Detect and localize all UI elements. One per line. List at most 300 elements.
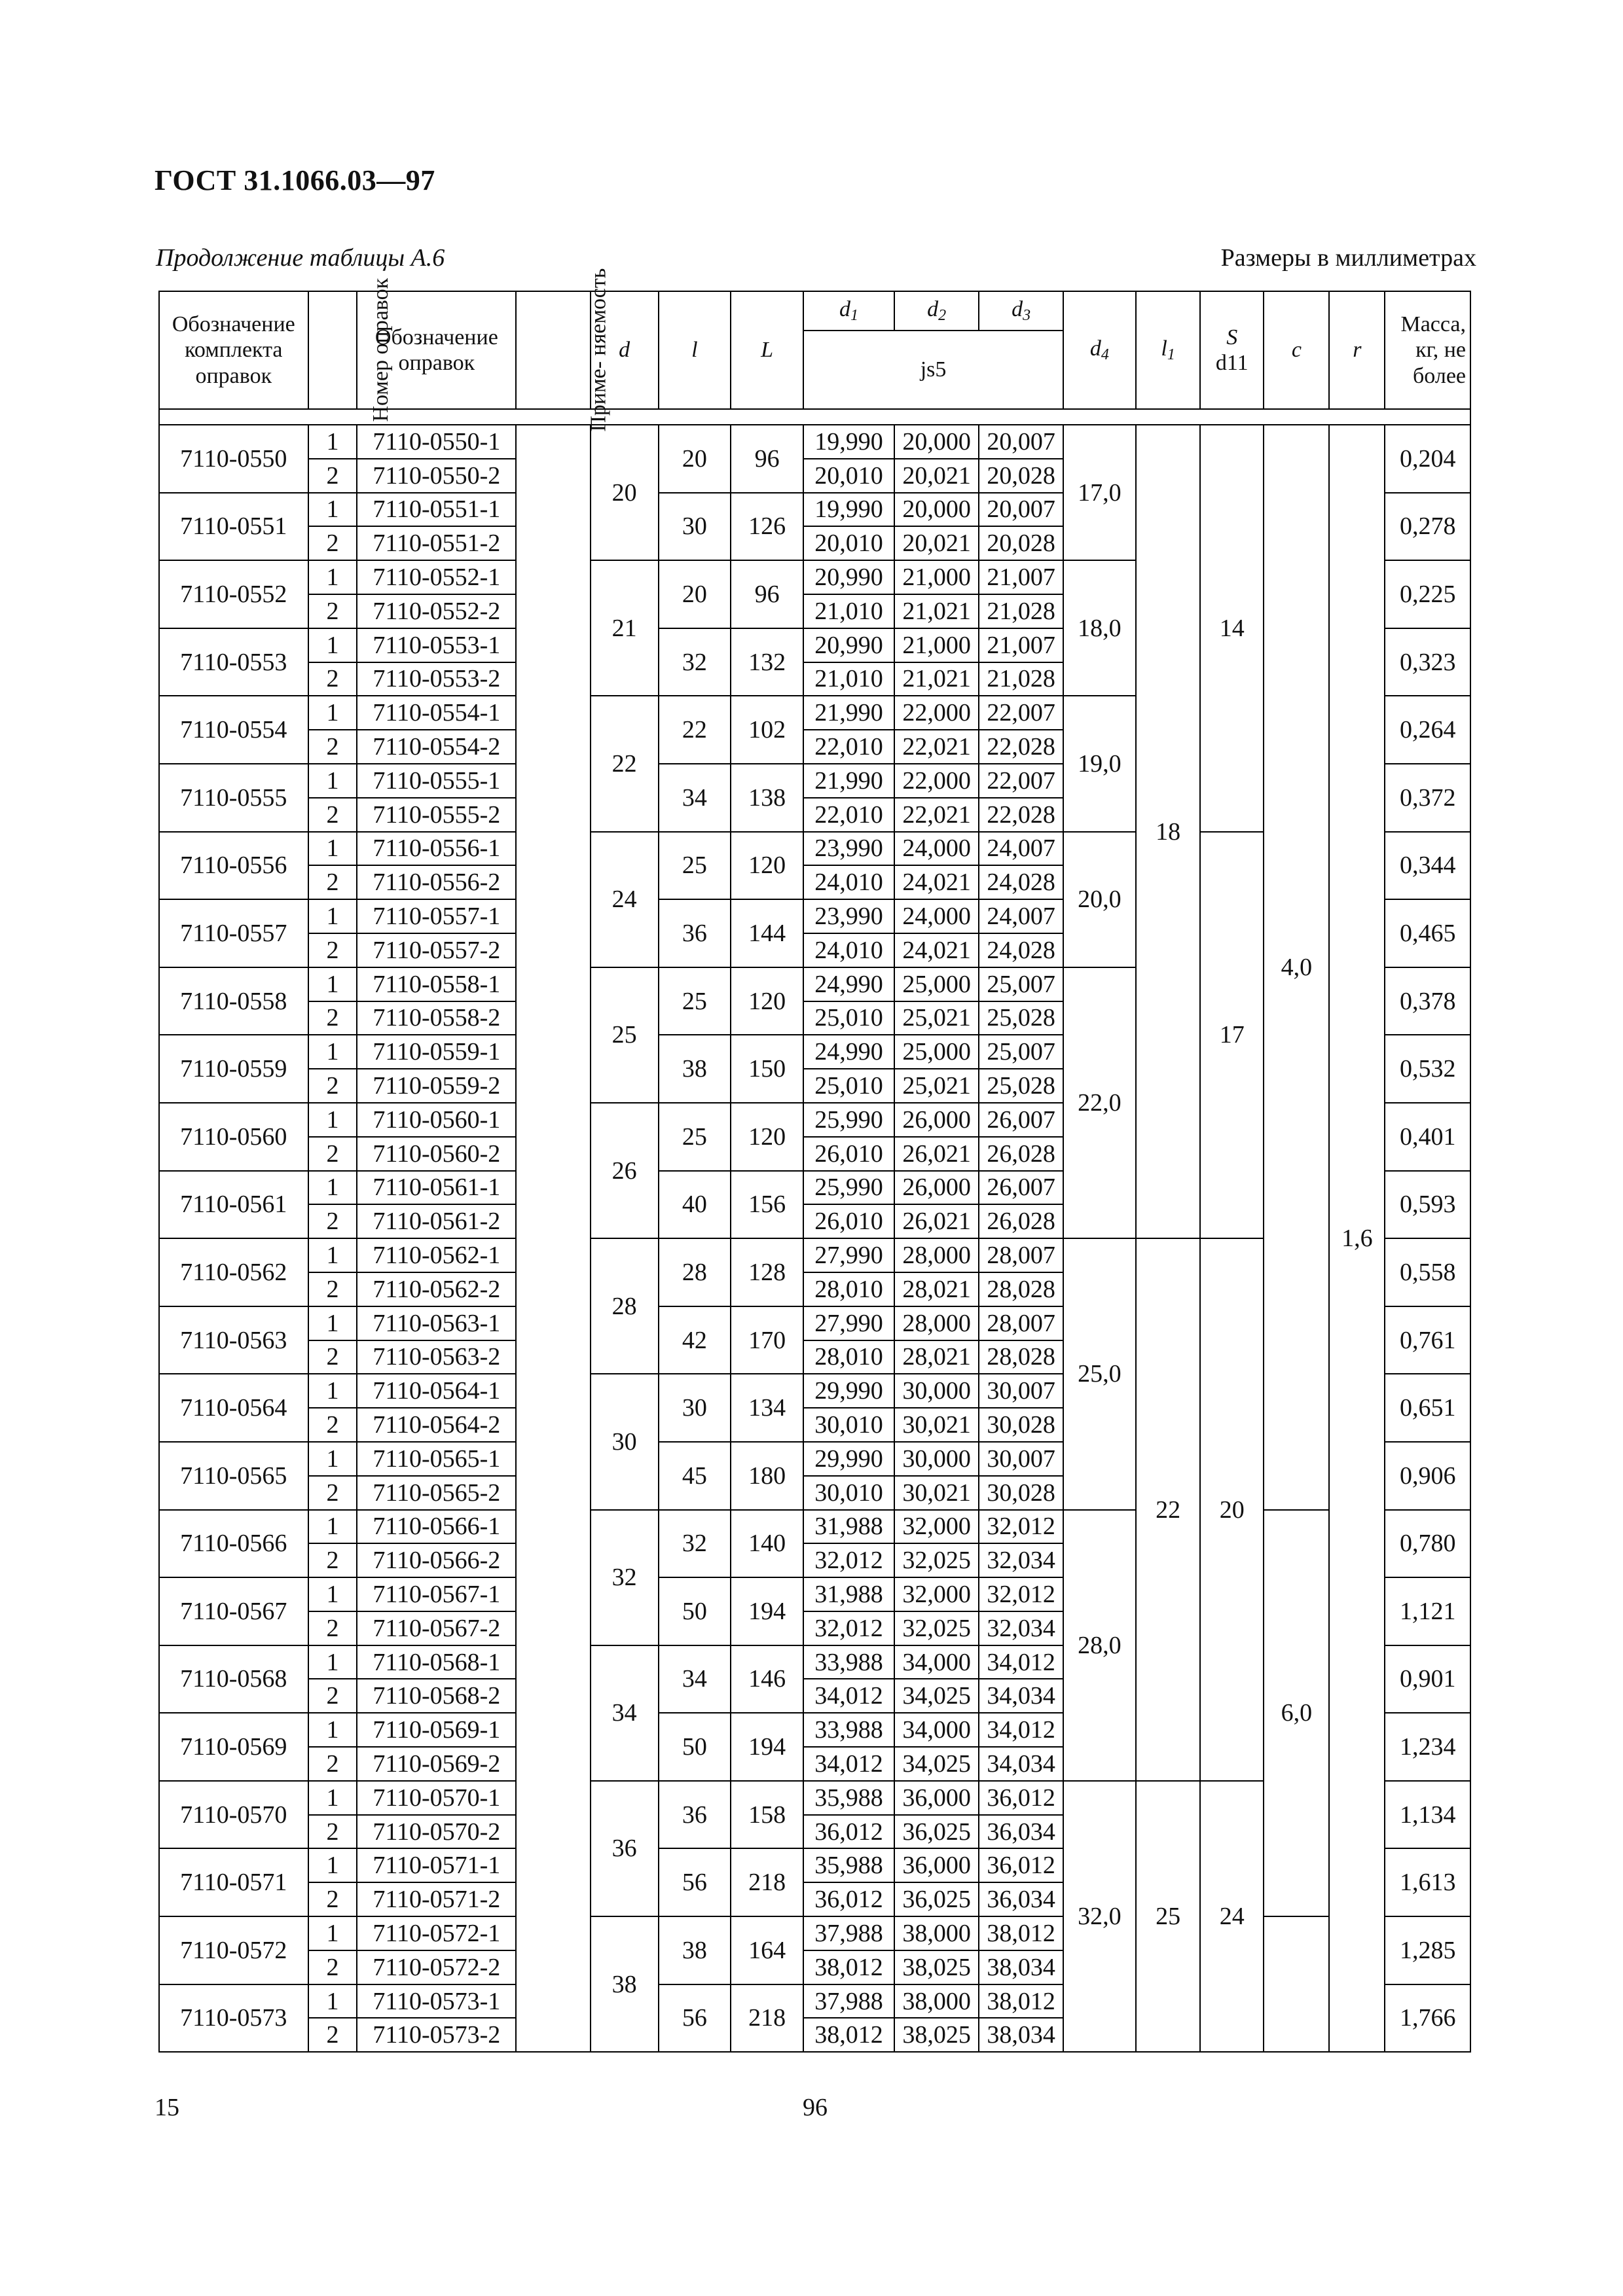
d1-value: 38,012: [803, 1950, 894, 1984]
mandrel-designation: 7110-0561-2: [357, 1204, 516, 1238]
kit-designation: 7110-0561: [159, 1171, 308, 1239]
header-d2: $d_2$: [894, 291, 979, 331]
c-value: 4,0: [1264, 425, 1329, 1510]
kit-designation: 7110-0551: [159, 493, 308, 561]
mandrel-designation: 7110-0568-1: [357, 1645, 516, 1679]
mandrel-designation: 7110-0557-1: [357, 899, 516, 933]
kit-designation: 7110-0569: [159, 1713, 308, 1781]
d2-value: 20,000: [894, 493, 979, 527]
mandrel-designation: 7110-0567-2: [357, 1611, 516, 1645]
table-row: [159, 1916, 1470, 1950]
mass-value: 0,378: [1385, 967, 1470, 1035]
d-value: 25: [591, 967, 659, 1103]
mandrel-number: 1: [308, 1984, 357, 2018]
d1-value: 37,988: [803, 1916, 894, 1950]
l-value: 40: [659, 1171, 731, 1239]
mandrel-number: 1: [308, 560, 357, 594]
d2-value: 34,025: [894, 1747, 979, 1781]
d3-value: 38,012: [979, 1984, 1063, 2018]
footer-page-number: 96: [803, 2094, 828, 2121]
mandrel-number: 1: [308, 1510, 357, 1544]
d3-value: 25,028: [979, 1069, 1063, 1103]
d-value: 21: [591, 560, 659, 696]
d2-value: 25,000: [894, 1035, 979, 1069]
d3-value: 38,034: [979, 1950, 1063, 1984]
S-value: 14: [1200, 425, 1264, 832]
d1-value: 20,990: [803, 628, 894, 662]
d3-value: 21,007: [979, 560, 1063, 594]
mandrel-number: 2: [308, 1747, 357, 1781]
d1-value: 25,990: [803, 1171, 894, 1205]
d3-value: 28,007: [979, 1306, 1063, 1340]
mandrel-designation: 7110-0551-2: [357, 526, 516, 560]
mandrel-number: 1: [308, 899, 357, 933]
mandrel-designation: 7110-0551-1: [357, 493, 516, 527]
mandrel-designation: 7110-0566-2: [357, 1543, 516, 1577]
d3-value: 20,007: [979, 493, 1063, 527]
mandrel-number: 2: [308, 1611, 357, 1645]
d-value: 38: [591, 1916, 659, 2052]
d3-value: 36,034: [979, 1815, 1063, 1849]
d1-value: 36,012: [803, 1882, 894, 1916]
mandrel-designation: 7110-0568-2: [357, 1679, 516, 1713]
header-d1: $d_1$: [803, 291, 894, 331]
L-value: 120: [731, 967, 803, 1035]
mandrel-designation: 7110-0557-2: [357, 933, 516, 967]
d2-value: 34,000: [894, 1713, 979, 1747]
mandrel-number: 1: [308, 1781, 357, 1815]
header-applicability: Приме- няемость: [516, 291, 590, 409]
kit-designation: 7110-0560: [159, 1103, 308, 1171]
S-value: 17: [1200, 832, 1264, 1239]
mass-value: 0,344: [1385, 832, 1470, 900]
mandrel-designation: 7110-0556-2: [357, 865, 516, 899]
mandrel-designation: 7110-0563-1: [357, 1306, 516, 1340]
mandrel-number: 1: [308, 1306, 357, 1340]
L-value: 134: [731, 1374, 803, 1442]
d3-value: 34,012: [979, 1713, 1063, 1747]
d1-value: 24,990: [803, 967, 894, 1001]
table-row: [159, 425, 1470, 459]
mandrel-designation: 7110-0550-2: [357, 459, 516, 493]
d3-value: 26,007: [979, 1103, 1063, 1137]
d3-value: 34,034: [979, 1747, 1063, 1781]
d3-value: 32,012: [979, 1510, 1063, 1544]
d2-value: 38,025: [894, 2018, 979, 2052]
d2-value: 21,000: [894, 628, 979, 662]
header-mass: Масса, кг, не более: [1385, 291, 1470, 409]
d1-value: 28,010: [803, 1272, 894, 1306]
d1-value: 21,010: [803, 594, 894, 628]
d4-value: 32,0: [1063, 1781, 1136, 2052]
d3-value: 34,034: [979, 1679, 1063, 1713]
d3-value: 30,007: [979, 1374, 1063, 1408]
S-value: 24: [1200, 1781, 1264, 2052]
mandrel-designation: 7110-0569-2: [357, 1747, 516, 1781]
mandrel-designation: 7110-0553-1: [357, 628, 516, 662]
l-value: 36: [659, 1781, 731, 1849]
mass-value: 1,613: [1385, 1848, 1470, 1916]
d3-value: 30,007: [979, 1442, 1063, 1476]
d2-value: 20,000: [894, 425, 979, 459]
d2-value: 26,021: [894, 1137, 979, 1171]
header-d3: $d_3$: [979, 291, 1063, 331]
l-value: 30: [659, 493, 731, 561]
d3-value: 36,034: [979, 1882, 1063, 1916]
d3-value: 32,034: [979, 1611, 1063, 1645]
mandrel-designation: 7110-0570-1: [357, 1781, 516, 1815]
L-value: 218: [731, 1848, 803, 1916]
L-value: 126: [731, 493, 803, 561]
d1-value: 37,988: [803, 1984, 894, 2018]
d2-value: 38,025: [894, 1950, 979, 1984]
table-row: [159, 1510, 1470, 1544]
mandrel-number: 1: [308, 967, 357, 1001]
mandrel-number: 1: [308, 832, 357, 866]
d-value: 22: [591, 696, 659, 831]
kit-designation: 7110-0559: [159, 1035, 308, 1103]
l-value: 22: [659, 696, 731, 764]
mandrel-number: 2: [308, 1408, 357, 1442]
d1-value: 20,010: [803, 459, 894, 493]
l1-value: 18: [1136, 425, 1200, 1238]
d2-value: 36,000: [894, 1848, 979, 1882]
mandrel-number: 2: [308, 1815, 357, 1849]
d2-value: 38,000: [894, 1916, 979, 1950]
L-value: 170: [731, 1306, 803, 1374]
d-value: 32: [591, 1510, 659, 1645]
l-value: 45: [659, 1442, 731, 1510]
mass-value: 1,234: [1385, 1713, 1470, 1781]
d2-value: 24,021: [894, 865, 979, 899]
d3-value: 21,028: [979, 594, 1063, 628]
d1-value: 19,990: [803, 493, 894, 527]
d3-value: 24,007: [979, 832, 1063, 866]
d2-value: 26,000: [894, 1171, 979, 1205]
d2-value: 28,000: [894, 1238, 979, 1272]
L-value: 194: [731, 1577, 803, 1645]
mandrel-number: 2: [308, 933, 357, 967]
mass-value: 0,906: [1385, 1442, 1470, 1510]
mandrel-designation: 7110-0572-2: [357, 1950, 516, 1984]
d3-value: 30,028: [979, 1408, 1063, 1442]
d2-value: 32,000: [894, 1510, 979, 1544]
footer-page-left: 15: [155, 2094, 179, 2121]
L-value: 140: [731, 1510, 803, 1578]
mandrel-designation: 7110-0550-1: [357, 425, 516, 459]
r-value: 1,6: [1329, 425, 1385, 2052]
d3-value: 22,028: [979, 730, 1063, 764]
d1-value: 30,010: [803, 1408, 894, 1442]
S-value: 20: [1200, 1238, 1264, 1781]
header-d4: $d_4$: [1063, 291, 1136, 409]
mandrel-designation: 7110-0563-2: [357, 1340, 516, 1374]
mandrel-number: 2: [308, 798, 357, 832]
mandrel-number: 2: [308, 1069, 357, 1103]
d2-value: 38,000: [894, 1984, 979, 2018]
kit-designation: 7110-0562: [159, 1238, 308, 1306]
mass-value: 0,278: [1385, 493, 1470, 561]
mass-value: 0,761: [1385, 1306, 1470, 1374]
mandrel-designation: 7110-0571-2: [357, 1882, 516, 1916]
mandrel-number: 2: [308, 1001, 357, 1035]
mandrel-number: 2: [308, 1543, 357, 1577]
d-value: 20: [591, 425, 659, 560]
mandrel-number: 1: [308, 1171, 357, 1205]
d1-value: 25,010: [803, 1069, 894, 1103]
mandrel-number: 1: [308, 1374, 357, 1408]
d1-value: 34,012: [803, 1747, 894, 1781]
mass-value: 0,372: [1385, 764, 1470, 832]
d3-value: 24,028: [979, 933, 1063, 967]
d1-value: 32,012: [803, 1611, 894, 1645]
mandrel-number: 1: [308, 1035, 357, 1069]
kit-designation: 7110-0570: [159, 1781, 308, 1849]
l-value: 25: [659, 1103, 731, 1171]
d4-value: 17,0: [1063, 425, 1136, 560]
l-value: 36: [659, 899, 731, 967]
d1-value: 29,990: [803, 1374, 894, 1408]
mandrel-designation: 7110-0565-2: [357, 1476, 516, 1510]
c-value: [1264, 1916, 1329, 2052]
L-value: 164: [731, 1916, 803, 1984]
mandrel-designation: 7110-0562-2: [357, 1272, 516, 1306]
kit-designation: 7110-0552: [159, 560, 308, 628]
header-S: S d11: [1200, 291, 1264, 409]
L-value: 132: [731, 628, 803, 696]
mandrel-designation: 7110-0552-2: [357, 594, 516, 628]
d1-value: 36,012: [803, 1815, 894, 1849]
d1-value: 31,988: [803, 1510, 894, 1544]
d1-value: 27,990: [803, 1306, 894, 1340]
d3-value: 38,034: [979, 2018, 1063, 2052]
d-value: 34: [591, 1645, 659, 1781]
mass-value: 1,766: [1385, 1984, 1470, 2053]
mass-value: 0,465: [1385, 899, 1470, 967]
d3-value: 21,007: [979, 628, 1063, 662]
d1-value: 22,010: [803, 798, 894, 832]
mass-value: 0,225: [1385, 560, 1470, 628]
d1-value: 28,010: [803, 1340, 894, 1374]
d1-value: 24,010: [803, 865, 894, 899]
l1-value: 22: [1136, 1238, 1200, 1781]
d2-value: 21,021: [894, 662, 979, 696]
header-kit: Обозначение комплекта оправок: [159, 291, 308, 409]
d1-value: 20,010: [803, 526, 894, 560]
d2-value: 36,000: [894, 1781, 979, 1815]
mass-value: 1,285: [1385, 1916, 1470, 1984]
mandrel-number: 2: [308, 1476, 357, 1510]
l-value: 50: [659, 1713, 731, 1781]
kit-designation: 7110-0554: [159, 696, 308, 764]
mass-value: 0,651: [1385, 1374, 1470, 1442]
l-value: 28: [659, 1238, 731, 1306]
mandrel-number: 1: [308, 1645, 357, 1679]
mandrel-number: 2: [308, 865, 357, 899]
d3-value: 32,034: [979, 1543, 1063, 1577]
kit-designation: 7110-0568: [159, 1645, 308, 1713]
d3-value: 28,028: [979, 1340, 1063, 1374]
L-value: 158: [731, 1781, 803, 1849]
mass-value: 0,204: [1385, 425, 1470, 493]
l-value: 56: [659, 1848, 731, 1916]
l-value: 56: [659, 1984, 731, 2053]
l-value: 34: [659, 764, 731, 832]
mass-value: 1,134: [1385, 1781, 1470, 1849]
d3-value: 20,028: [979, 459, 1063, 493]
d2-value: 30,021: [894, 1476, 979, 1510]
d1-value: 23,990: [803, 832, 894, 866]
mandrel-designation: 7110-0554-2: [357, 730, 516, 764]
L-value: 156: [731, 1171, 803, 1239]
mandrel-number: 2: [308, 594, 357, 628]
mandrel-designation: 7110-0560-1: [357, 1103, 516, 1137]
mandrel-number: 1: [308, 425, 357, 459]
d3-value: 22,007: [979, 696, 1063, 730]
mandrel-designation: 7110-0567-1: [357, 1577, 516, 1611]
d3-value: 28,007: [979, 1238, 1063, 1272]
kit-designation: 7110-0563: [159, 1306, 308, 1374]
mandrel-number: 2: [308, 1950, 357, 1984]
c-value: 6,0: [1264, 1510, 1329, 1917]
d2-value: 32,025: [894, 1543, 979, 1577]
mandrel-designation: 7110-0560-2: [357, 1137, 516, 1171]
d-value: 24: [591, 832, 659, 967]
mandrel-number: 1: [308, 628, 357, 662]
d2-value: 21,021: [894, 594, 979, 628]
mandrel-designation: 7110-0552-1: [357, 560, 516, 594]
d1-value: 26,010: [803, 1137, 894, 1171]
d2-value: 30,000: [894, 1442, 979, 1476]
d-value: 30: [591, 1374, 659, 1509]
d2-value: 28,021: [894, 1272, 979, 1306]
kit-designation: 7110-0567: [159, 1577, 308, 1645]
d1-value: 19,990: [803, 425, 894, 459]
mandrel-designation: 7110-0566-1: [357, 1510, 516, 1544]
mandrel-designation: 7110-0558-2: [357, 1001, 516, 1035]
mandrel-designation: 7110-0571-1: [357, 1848, 516, 1882]
mass-value: 0,264: [1385, 696, 1470, 764]
mandrel-number: 1: [308, 1916, 357, 1950]
L-value: 120: [731, 832, 803, 900]
d3-value: 25,028: [979, 1001, 1063, 1035]
mandrel-designation: 7110-0553-2: [357, 662, 516, 696]
mandrel-designation: 7110-0561-1: [357, 1171, 516, 1205]
mandrel-table: [158, 268, 1471, 2053]
L-value: 102: [731, 696, 803, 764]
d2-value: 22,000: [894, 696, 979, 730]
d2-value: 20,021: [894, 526, 979, 560]
mandrel-designation: 7110-0564-2: [357, 1408, 516, 1442]
d3-value: 22,028: [979, 798, 1063, 832]
mass-value: 0,593: [1385, 1171, 1470, 1239]
d1-value: 34,012: [803, 1679, 894, 1713]
L-value: 180: [731, 1442, 803, 1510]
mandrel-number: 1: [308, 1442, 357, 1476]
mandrel-number: 1: [308, 764, 357, 798]
d2-value: 22,021: [894, 798, 979, 832]
kit-designation: 7110-0555: [159, 764, 308, 832]
L-value: 146: [731, 1645, 803, 1713]
kit-designation: 7110-0572: [159, 1916, 308, 1984]
mandrel-number: 2: [308, 1340, 357, 1374]
l-value: 25: [659, 967, 731, 1035]
L-value: 144: [731, 899, 803, 967]
d3-value: 20,028: [979, 526, 1063, 560]
d3-value: 26,028: [979, 1137, 1063, 1171]
d1-value: 25,990: [803, 1103, 894, 1137]
mandrel-number: 1: [308, 1577, 357, 1611]
table-continuation-caption: Продолжение таблицы А.6: [156, 244, 445, 272]
d1-value: 26,010: [803, 1204, 894, 1238]
d1-value: 33,988: [803, 1645, 894, 1679]
mandrel-number: 2: [308, 1679, 357, 1713]
mandrel-number: 2: [308, 459, 357, 493]
kit-designation: 7110-0558: [159, 967, 308, 1035]
d1-value: 20,990: [803, 560, 894, 594]
d3-value: 25,007: [979, 1035, 1063, 1069]
mandrel-number: 2: [308, 1882, 357, 1916]
mass-value: 1,121: [1385, 1577, 1470, 1645]
mandrel-designation: 7110-0558-1: [357, 967, 516, 1001]
header-l1: $l_1$: [1136, 291, 1200, 409]
d1-value: 21,990: [803, 764, 894, 798]
mandrel-number: 2: [308, 730, 357, 764]
kit-designation: 7110-0550: [159, 425, 308, 493]
l-value: 30: [659, 1374, 731, 1442]
d1-value: 21,990: [803, 696, 894, 730]
d2-value: 34,025: [894, 1679, 979, 1713]
d2-value: 28,000: [894, 1306, 979, 1340]
header-number: Номер оправок: [308, 291, 357, 409]
d2-value: 22,000: [894, 764, 979, 798]
mandrel-designation: 7110-0556-1: [357, 832, 516, 866]
d2-value: 21,000: [894, 560, 979, 594]
d3-value: 34,012: [979, 1645, 1063, 1679]
kit-designation: 7110-0571: [159, 1848, 308, 1916]
d4-value: 28,0: [1063, 1510, 1136, 1781]
d1-value: 22,010: [803, 730, 894, 764]
d3-value: 36,012: [979, 1781, 1063, 1815]
header-L: L: [731, 291, 803, 409]
d2-value: 22,021: [894, 730, 979, 764]
kit-designation: 7110-0556: [159, 832, 308, 900]
d2-value: 24,000: [894, 832, 979, 866]
l1-value: 25: [1136, 1781, 1200, 2052]
d3-value: 26,007: [979, 1171, 1063, 1205]
d2-value: 36,025: [894, 1882, 979, 1916]
d-value: 28: [591, 1238, 659, 1374]
mass-value: 0,558: [1385, 1238, 1470, 1306]
d2-value: 32,000: [894, 1577, 979, 1611]
d4-value: 25,0: [1063, 1238, 1136, 1509]
d3-value: 21,028: [979, 662, 1063, 696]
mass-value: 0,323: [1385, 628, 1470, 696]
l-value: 32: [659, 628, 731, 696]
mandrel-number: 1: [308, 493, 357, 527]
mandrel-designation: 7110-0562-1: [357, 1238, 516, 1272]
d1-value: 24,990: [803, 1035, 894, 1069]
L-value: 96: [731, 425, 803, 493]
mandrel-designation: 7110-0570-2: [357, 1815, 516, 1849]
mandrel-number: 1: [308, 1103, 357, 1137]
d2-value: 30,021: [894, 1408, 979, 1442]
d3-value: 20,007: [979, 425, 1063, 459]
mandrel-number: 2: [308, 1137, 357, 1171]
header-r: r: [1329, 291, 1385, 409]
d2-value: 25,021: [894, 1001, 979, 1035]
L-value: 150: [731, 1035, 803, 1103]
